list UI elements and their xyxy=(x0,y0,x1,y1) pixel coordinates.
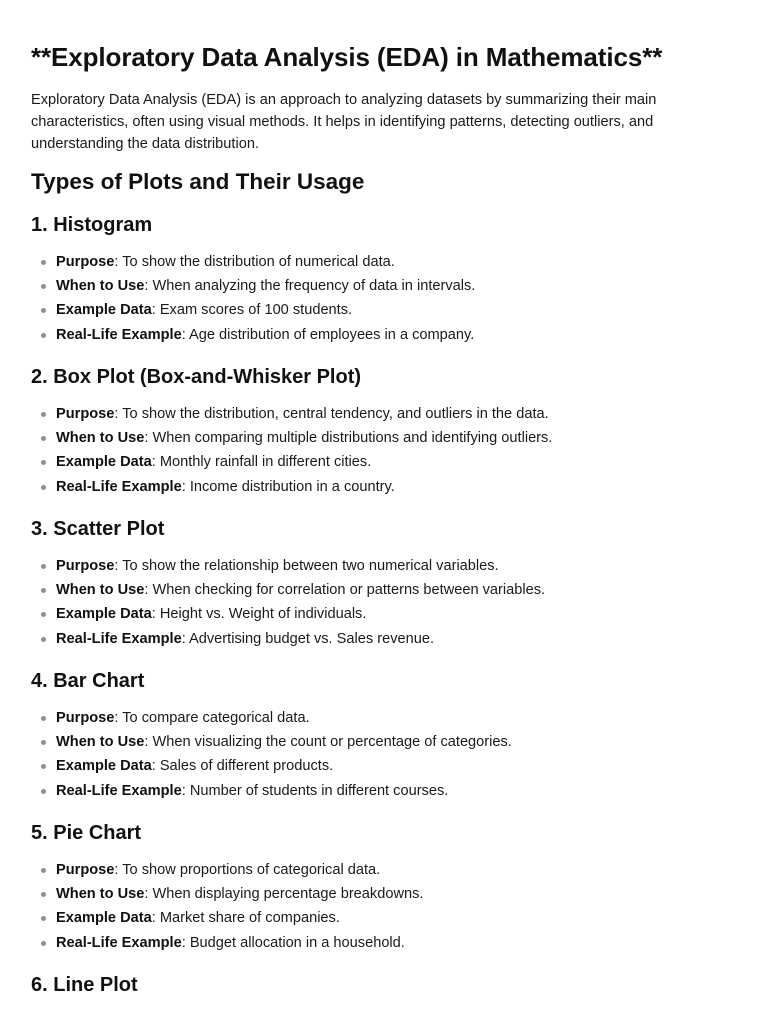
bullet-icon xyxy=(41,460,46,465)
bullet-icon xyxy=(41,260,46,265)
item-text: : Income distribution in a country. xyxy=(181,478,395,495)
section-heading: 1. Histogram xyxy=(31,214,153,236)
item-label: When to Use xyxy=(56,430,145,447)
bullet-list xyxy=(31,554,545,651)
list-item xyxy=(31,554,545,578)
section-box-plot xyxy=(31,364,731,495)
list-item xyxy=(31,779,512,803)
bullet-icon xyxy=(41,412,46,417)
bullet-list xyxy=(31,250,475,347)
item-label: Example Data xyxy=(56,910,152,927)
item-label: Example Data xyxy=(56,606,152,623)
item-label: When to Use xyxy=(56,582,145,599)
bullet-icon xyxy=(41,612,46,617)
section-heading: 4. Bar Chart xyxy=(31,670,145,692)
list-item xyxy=(31,402,552,426)
section-line-plot xyxy=(31,972,731,998)
item-text: : Number of students in different courses. xyxy=(181,782,449,799)
item-label: Purpose xyxy=(56,710,115,726)
bullet-icon xyxy=(41,485,46,490)
list-item xyxy=(31,627,545,651)
list-item xyxy=(31,931,423,955)
section-heading: 3. Scatter Plot xyxy=(31,518,165,540)
bullet-icon xyxy=(41,716,46,721)
section-scatter-plot xyxy=(31,516,731,647)
bullet-icon xyxy=(41,284,46,289)
item-label: When to Use xyxy=(56,278,145,295)
bullet-icon xyxy=(41,764,46,769)
section-histogram xyxy=(31,212,731,343)
item-text: : When displaying percentage breakdowns. xyxy=(144,886,424,903)
section-pie-chart xyxy=(31,820,731,951)
bullet-icon xyxy=(41,916,46,921)
list-item xyxy=(31,426,552,450)
item-text: : To show the distribution, central tendency, and outliers in the data. xyxy=(114,406,549,422)
bullet-icon xyxy=(41,740,46,745)
item-label: Real-Life Example xyxy=(56,478,182,495)
bullet-icon xyxy=(41,868,46,873)
item-label: When to Use xyxy=(56,734,145,751)
page-title: **Exploratory Data Analysis (EDA) in Mathematics** xyxy=(31,42,663,72)
section-heading: 2. Box Plot (Box-and-Whisker Plot) xyxy=(31,366,362,388)
item-text: : When checking for correlation or patterns between variables. xyxy=(144,582,546,599)
bullet-icon xyxy=(41,308,46,313)
bullet-icon xyxy=(41,588,46,593)
list-item xyxy=(31,882,423,906)
item-text: : To show the relationship between two numerical variables. xyxy=(114,558,499,574)
bullet-icon xyxy=(41,564,46,569)
item-text: : Age distribution of employees in a company. xyxy=(181,326,475,343)
item-label: Purpose xyxy=(56,862,115,878)
bullet-list xyxy=(31,706,512,803)
list-item xyxy=(31,906,423,930)
item-text: : Sales of different products. xyxy=(151,758,334,775)
item-text: : When comparing multiple distributions and identifying outliers. xyxy=(144,430,553,447)
list-item xyxy=(31,602,545,626)
section-heading: 6. Line Plot xyxy=(31,974,138,996)
item-label: Real-Life Example xyxy=(56,934,182,951)
list-item xyxy=(31,298,475,322)
item-label: Example Data xyxy=(56,302,152,319)
item-text: : To compare categorical data. xyxy=(114,710,310,726)
list-item xyxy=(31,730,512,754)
intro-paragraph: Exploratory Data Analysis (EDA) is an approach to analyzing datasets by summarizing their main characteristics, often using visual methods. It helps in identifying patterns, detecting outliers, and understanding the data distribution. xyxy=(31,92,657,152)
list-item xyxy=(31,578,545,602)
item-label: When to Use xyxy=(56,886,145,903)
item-text: : To show the distribution of numerical data. xyxy=(114,254,395,270)
item-label: Example Data xyxy=(56,758,152,775)
list-item xyxy=(31,323,475,347)
section-heading: 5. Pie Chart xyxy=(31,822,142,844)
bullet-list xyxy=(31,402,552,499)
item-text: : When analyzing the frequency of data in intervals. xyxy=(144,278,476,295)
item-text: : To show proportions of categorical data. xyxy=(114,862,381,878)
bullet-list xyxy=(31,858,423,955)
item-text: : Budget allocation in a household. xyxy=(181,934,405,951)
list-item xyxy=(31,706,512,730)
list-item xyxy=(31,754,512,778)
list-item xyxy=(31,450,552,474)
item-label: Purpose xyxy=(56,406,115,422)
item-text: : Monthly rainfall in different cities. xyxy=(151,454,372,471)
bullet-icon xyxy=(41,637,46,642)
item-label: Purpose xyxy=(56,254,115,270)
item-text: : Height vs. Weight of individuals. xyxy=(151,606,367,623)
bullet-icon xyxy=(41,892,46,897)
item-text: : When visualizing the count or percentage of categories. xyxy=(144,734,512,751)
list-item xyxy=(31,475,552,499)
bullet-icon xyxy=(41,333,46,338)
item-text: : Exam scores of 100 students. xyxy=(151,302,353,319)
section-bar-chart xyxy=(31,668,731,799)
list-item xyxy=(31,250,475,274)
item-label: Real-Life Example xyxy=(56,326,182,343)
types-heading: Types of Plots and Their Usage xyxy=(31,169,365,194)
bullet-icon xyxy=(41,436,46,441)
item-text: : Market share of companies. xyxy=(151,910,340,927)
list-item xyxy=(31,274,475,298)
item-label: Purpose xyxy=(56,558,115,574)
item-label: Real-Life Example xyxy=(56,782,182,799)
list-item xyxy=(31,858,423,882)
item-label: Example Data xyxy=(56,454,152,471)
item-text: : Advertising budget vs. Sales revenue. xyxy=(181,630,435,647)
bullet-icon xyxy=(41,941,46,946)
bullet-icon xyxy=(41,789,46,794)
item-label: Real-Life Example xyxy=(56,630,182,647)
